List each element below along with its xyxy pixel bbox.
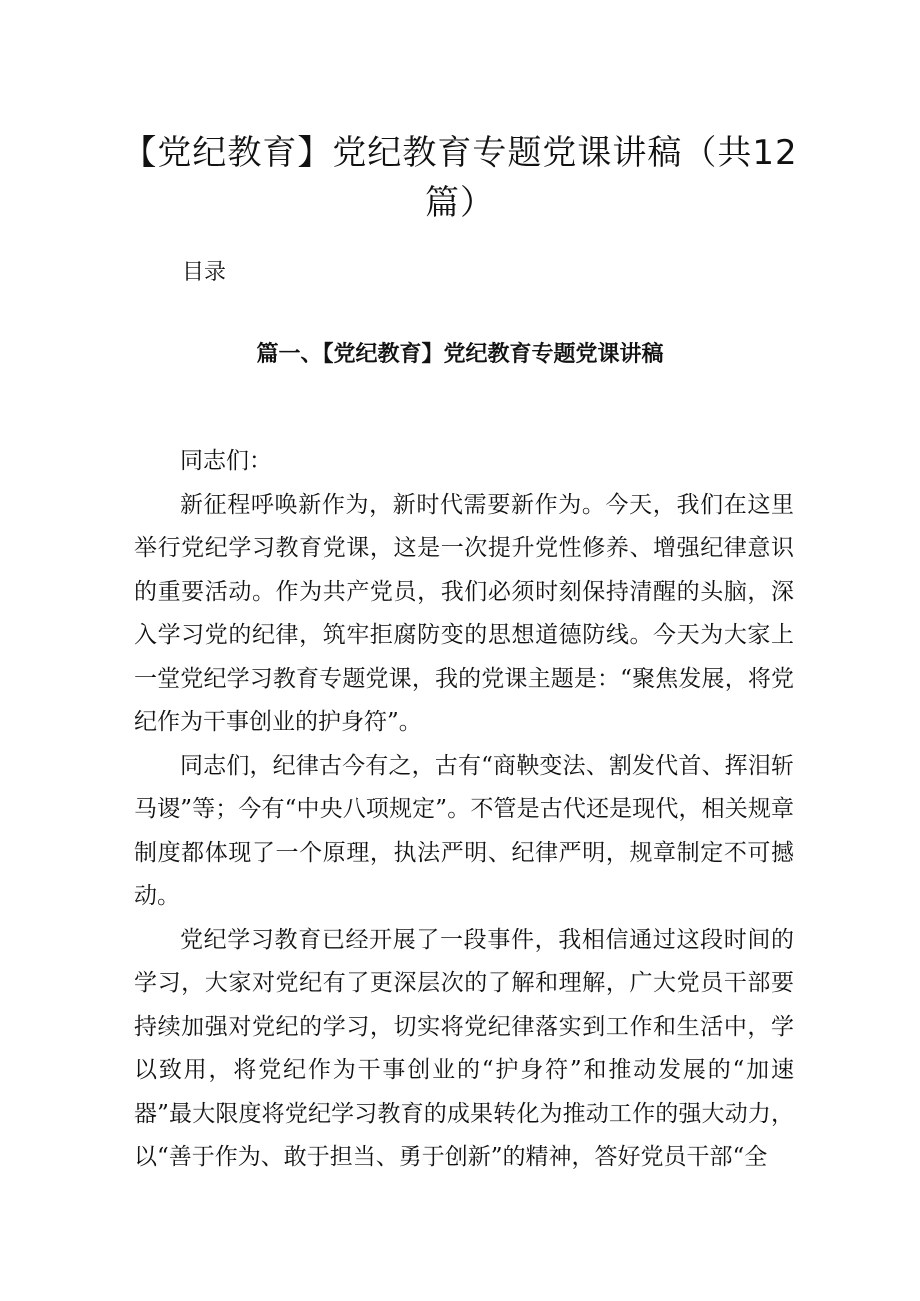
paragraph: 同志们，纪律古今有之，古有“商鞅变法、割发代首、挥泪斩马谡”等；今有“中央八项规定”。不管是古代还是现代，相关规章制度都体现了一个原理，执法严明、纪律严明，规章制定不可撼动。 xyxy=(134,752,794,909)
paragraph: 新征程呼唤新作为，新时代需要新作为。今天，我们在这里举行党纪学习教育党课，这是一次提升党性修养、增强纪律意识的重要活动。作为共产党员，我们必须时刻保持清醒的头脑，深入学习党的纪律，筑牢拒腐防变的思想道德防线。今天为大家上一堂党纪学习教育专题党课，我的党课主题是：“聚焦发展，将党纪作为干事创业的护身符”。 xyxy=(134,491,794,735)
paragraph-salutation: 同志们： xyxy=(180,448,272,474)
paragraph: 党纪学习教育已经开展了一段事件，我相信通过这段时间的学习，大家对党纪有了更深层次的了解和理解，广大党员干部要持续加强对党纪的学习，切实将党纪律落实到工作和生活中，学以致用，将党纪作为干事创业的“护身符”和推动发展的“加速器”最大限度将党纪学习教育的成果转化为推动工作的强大动力，以“善于作为、敢于担当、勇于创新”的精神，答好党员干部“全 xyxy=(134,926,794,1170)
document-title: 【党纪教育】党纪教育专题党课讲稿（共12篇） xyxy=(122,133,798,223)
toc-label: 目录 xyxy=(182,260,227,285)
section-heading: 篇一、【党纪教育】党纪教育专题党课讲稿 xyxy=(256,341,664,367)
body-text xyxy=(134,440,794,1180)
